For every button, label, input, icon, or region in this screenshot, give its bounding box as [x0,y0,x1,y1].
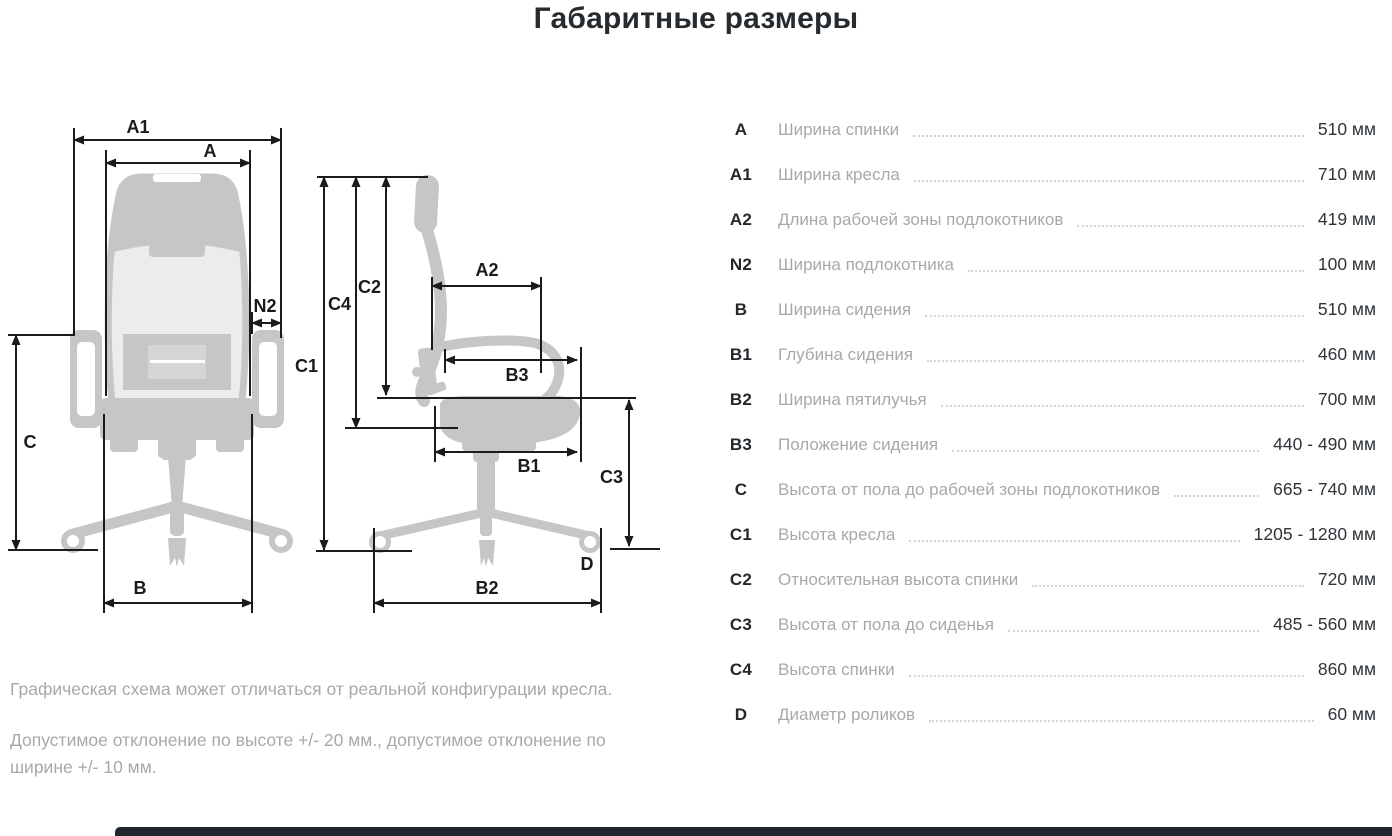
dimension-code: C3 [729,614,753,634]
dotted-leader [913,135,1304,137]
dim-label-a1: A1 [126,117,150,137]
dim-label-b: B [133,578,147,598]
dotted-leader [927,360,1304,362]
dim-label-b2: B2 [475,578,499,598]
chair-dimension-diagram [0,0,700,690]
dim-label-c: C [23,432,37,452]
dimension-name: Высота спинки [778,659,895,679]
dimension-name: Ширина сидения [778,299,912,319]
dimension-name: Диаметр роликов [778,704,916,724]
dim-label-b1: B1 [517,456,541,476]
dimension-name: Положение сидения [778,434,939,454]
spec-table-row [720,107,1376,152]
dim-label-c2: C2 [357,277,381,297]
dimension-name: Высота кресла [778,524,896,544]
dimension-value: 60 мм [1327,704,1376,724]
spec-table-row [720,287,1376,332]
spec-table-row [720,152,1376,197]
spec-table-row [720,602,1376,647]
dimension-name: Ширина кресла [778,164,900,184]
dimension-code: B2 [729,389,753,409]
dimension-code: B3 [729,434,753,454]
dimension-code: D [734,704,748,724]
dimension-value: 710 мм [1317,164,1376,184]
dim-label-a2: A2 [475,260,499,280]
dimension-value: 100 мм [1317,254,1376,274]
note-tolerance: Допустимое отклонение по высоте +/- 20 мм., допустимое отклонение по ширине +/- 10 мм. [10,730,606,778]
dotted-leader [941,405,1304,407]
dotted-leader [929,720,1314,722]
dim-label-a: A [203,141,217,161]
dimension-code: A1 [729,164,753,184]
spec-table-row [720,377,1376,422]
dotted-leader [909,675,1304,677]
dimension-name: Ширина спинки [778,119,900,139]
dotted-leader [1032,585,1304,587]
dimension-value: 460 мм [1317,344,1376,364]
dotted-leader [1174,495,1259,497]
spec-table-row [720,467,1376,512]
dimension-name: Высота от пола до сиденья [778,614,994,634]
dimension-value: 665 - 740 мм [1273,479,1376,499]
dimension-code: N2 [729,254,753,274]
dimension-name: Относительная высота спинки [778,569,1019,589]
dimension-code: B [734,299,748,319]
dimension-value: 419 мм [1317,209,1376,229]
spec-table-row [720,197,1376,242]
dim-label-d: D [580,554,594,574]
dimension-value: 720 мм [1317,569,1376,589]
dim-label-c3: C3 [599,467,623,487]
footnotes [10,676,665,781]
dimension-value: 440 - 490 мм [1273,434,1376,454]
dimension-code: C [734,479,748,499]
dotted-leader [1077,225,1303,227]
dim-label-b3: B3 [505,365,529,385]
dimension-value: 485 - 560 мм [1273,614,1376,634]
spec-table-row [720,692,1376,737]
dotted-leader [909,540,1239,542]
dotted-leader [968,270,1304,272]
note-schema: Графическая схема может отличаться от реальной конфигурации кресла. [10,679,613,699]
dimension-code: C2 [729,569,753,589]
dimension-code: B1 [729,344,753,364]
dimension-name: Высота от пола до рабочей зоны подлокотников [778,479,1161,499]
dimension-code: C1 [729,524,753,544]
spec-table-row [720,557,1376,602]
dim-label-c4: C4 [327,294,351,314]
dotted-leader [914,180,1304,182]
dimension-value: 860 мм [1317,659,1376,679]
dim-label-n2: N2 [253,296,277,316]
dimension-name: Ширина пятилучья [778,389,927,409]
dimension-value: 510 мм [1317,119,1376,139]
chair-diagram-svg [0,0,700,690]
dimension-code: C4 [729,659,753,679]
dotted-leader [1008,630,1259,632]
dim-label-c1: C1 [294,356,318,376]
spec-table-row [720,512,1376,557]
dimension-code: A [734,119,748,139]
spec-table-row [720,422,1376,467]
spec-table-row [720,332,1376,377]
page-title: Габаритные размеры [533,2,859,35]
bottom-dark-bar [115,827,1392,836]
chair-side-view [372,174,599,567]
dimension-name: Длина рабочей зоны подлокотников [778,209,1064,229]
dimension-value: 700 мм [1317,389,1376,409]
dotted-leader [925,315,1304,317]
dotted-leader [952,450,1259,452]
dimension-code: A2 [729,209,753,229]
dimension-name: Ширина подлокотника [778,254,955,274]
spec-table-row [720,647,1376,692]
spec-table [720,107,1376,737]
chair-front-view [64,174,290,567]
dimension-value: 1205 - 1280 мм [1253,524,1376,544]
dimension-value: 510 мм [1317,299,1376,319]
spec-table-row [720,242,1376,287]
dimension-name: Глубина сидения [778,344,914,364]
